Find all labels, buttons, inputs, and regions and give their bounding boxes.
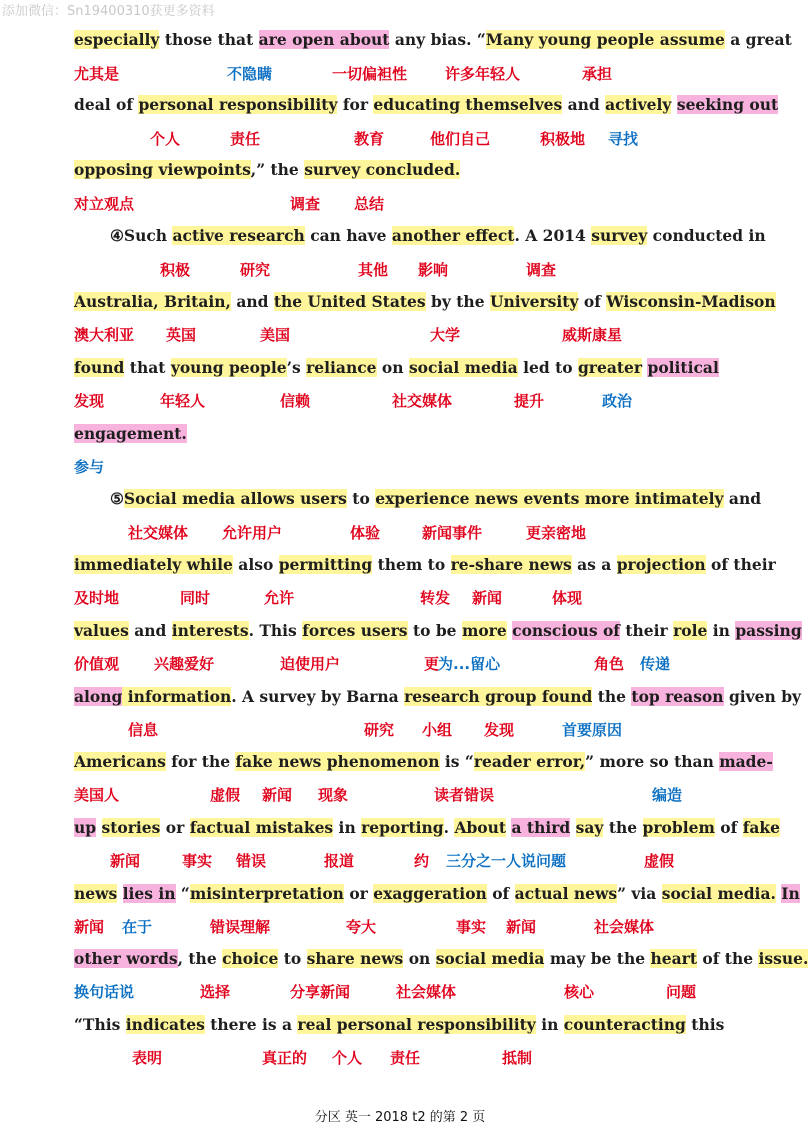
highlighted-phrase: Wisconsin-Madison [606,292,776,311]
handwritten-translation: 研究 [240,261,271,279]
chinese-annotation-line [74,981,734,1005]
highlighted-phrase: young people [170,358,287,377]
highlighted-phrase: permitting [278,555,373,574]
highlighted-phrase: heart [650,949,697,968]
english-text-line [74,157,460,183]
handwritten-translation: 尤其是 [74,65,120,83]
text-segment: . This [248,621,303,640]
text-segment: ⑤ [110,489,124,508]
handwritten-translation: 提升 [514,392,545,410]
highlighted-phrase: In [781,884,800,903]
highlighted-phrase: misinterpretation [189,884,344,903]
english-text-line [74,881,800,907]
text-segment: or [160,818,190,837]
handwritten-translation: 不隐瞒 [227,65,273,83]
text-segment: . A survey by Barna [231,687,405,706]
text-segment: in [707,621,736,640]
handwritten-translation: 其他 [358,261,389,279]
highlighted-phrase: re-share news [450,555,572,574]
highlighted-phrase: opposing viewpoints [74,160,251,179]
text-segment: there is a [204,1015,298,1034]
text-segment: on [403,949,436,968]
handwritten-translation: 表明 [132,1049,163,1067]
handwritten-translation: 社会媒体 [396,983,457,1001]
handwritten-translation: 年轻人 [160,392,206,410]
english-text-line [74,27,792,53]
highlighted-phrase: passing [735,621,802,640]
highlighted-phrase: engagement. [74,424,187,443]
highlighted-phrase: indicates [125,1015,205,1034]
handwritten-translation: 威斯康星 [562,326,623,344]
highlighted-phrase: experience news events more intimately [375,489,724,508]
handwritten-translation: 研究 [364,721,395,739]
text-segment: by the [425,292,490,311]
text-segment: a great [724,30,792,49]
text-segment: of [578,292,607,311]
highlighted-phrase: a third [511,818,571,837]
text-segment [117,884,122,903]
highlighted-phrase: Americans [74,752,166,771]
highlighted-phrase: survey concluded. [304,160,461,179]
text-segment [570,818,575,837]
handwritten-translation: 虚假 [210,786,241,804]
english-text-line [74,749,773,775]
highlighted-phrase: actual news [514,884,618,903]
page-footer: 分区 英一 2018 t2 的第 2 页 [314,1110,486,1125]
text-segment: conducted in [647,226,766,245]
text-segment: those that [159,30,259,49]
chinese-annotation-line [74,63,734,87]
english-text-line [74,289,776,315]
english-text-line [74,1012,724,1038]
handwritten-translation: 允许 [264,589,295,607]
highlighted-phrase: found [74,358,125,377]
highlighted-phrase: counteracting [563,1015,686,1034]
text-segment: deal of [74,95,139,114]
handwritten-translation: 选择 [200,983,231,1001]
handwritten-translation: 新闻 [110,852,141,870]
english-text-line [74,92,778,118]
highlighted-phrase: are open about [258,30,390,49]
handwritten-translation: 价值观 [74,655,120,673]
chinese-annotation-line [74,128,734,152]
handwritten-translation: 影响 [418,261,449,279]
english-text-line [110,486,761,512]
highlighted-phrase: greater [577,358,643,377]
handwritten-translation: 美国 [260,326,291,344]
text-segment: the [592,687,632,706]
text-segment: and [562,95,606,114]
highlighted-phrase: values [74,621,129,640]
highlighted-phrase: personal responsibility [138,95,338,114]
highlighted-phrase: reporting [361,818,444,837]
text-segment: to [278,949,307,968]
text-segment: “ [175,884,190,903]
text-segment: or [343,884,374,903]
handwritten-translation: 新闻 [472,589,503,607]
highlighted-phrase: survey [591,226,648,245]
text-segment: can have [304,226,392,245]
text-segment: led to [517,358,578,377]
handwritten-translation: 承担 [582,65,613,83]
handwritten-translation: 发现 [484,721,515,739]
handwritten-translation: 社会媒体 [594,918,655,936]
highlighted-phrase: problem [642,818,715,837]
highlighted-phrase: especially [74,30,160,49]
handwritten-translation: 为...留心 [438,655,501,673]
handwritten-translation: 责任 [230,130,261,148]
handwritten-translation: 发现 [74,392,105,410]
handwritten-translation: 首要原因 [562,721,623,739]
handwritten-translation: 错误 [236,852,267,870]
text-segment: “This [74,1015,126,1034]
highlighted-phrase: along [74,687,123,706]
handwritten-translation: 寻找 [608,130,639,148]
highlighted-phrase: Many young people assume [485,30,725,49]
english-text-line [74,421,187,447]
handwritten-translation: 他们自己 [430,130,491,148]
highlighted-phrase: interests [171,621,249,640]
text-segment [96,818,101,837]
handwritten-translation: 现象 [318,786,349,804]
highlighted-phrase: Social media allows users [123,489,347,508]
handwritten-translation: 一切偏袒性 [332,65,408,83]
english-text-line [74,946,808,972]
handwritten-translation: 个人 [332,1049,363,1067]
handwritten-translation: 报道 [324,852,355,870]
highlighted-phrase: real personal responsibility [297,1015,536,1034]
chinese-annotation-line [74,916,734,940]
text-segment: , the [177,949,223,968]
text-segment: in [333,818,362,837]
highlighted-phrase: educating themselves [373,95,563,114]
highlighted-phrase: share news [306,949,404,968]
handwritten-translation: 在于 [122,918,153,936]
text-segment: for [337,95,374,114]
highlighted-phrase: social media [408,358,518,377]
handwritten-translation: 抵制 [502,1049,533,1067]
handwritten-translation: 积极 [160,261,191,279]
handwritten-translation: 总结 [354,195,385,213]
handwritten-translation: 社交媒体 [128,524,189,542]
handwritten-translation: 错误理解 [210,918,271,936]
chinese-annotation-line [74,522,734,546]
text-segment: is “ [439,752,474,771]
text-segment: and [128,621,172,640]
text-segment: that [124,358,171,377]
text-segment: in [535,1015,564,1034]
text-segment: of [714,818,743,837]
chinese-annotation-line [74,259,734,283]
handwritten-translation: 更亲密地 [526,524,587,542]
text-segment: ” more so than [585,752,720,771]
highlighted-phrase: information [122,687,232,706]
handwritten-translation: 小组 [422,721,453,739]
text-segment: of [486,884,515,903]
handwritten-translation: 约 [414,852,430,870]
handwritten-translation: 三分之一人说问题 [446,852,567,870]
highlighted-phrase: factual mistakes [189,818,334,837]
highlighted-phrase: social media [435,949,545,968]
handwritten-translation: 参与 [74,458,105,476]
handwritten-translation: 责任 [390,1049,421,1067]
text-segment: and [723,489,762,508]
highlighted-phrase: issue. [758,949,808,968]
highlighted-phrase: conscious of [512,621,620,640]
handwritten-translation: 新闻 [74,918,105,936]
highlighted-phrase: social media. [661,884,776,903]
chinese-annotation-line [74,784,734,808]
text-segment: their [619,621,674,640]
handwritten-translation: 调查 [290,195,321,213]
text-segment: them to [372,555,451,574]
highlighted-phrase: other words [74,949,178,968]
handwritten-translation: 事实 [456,918,487,936]
english-text-line [74,552,776,578]
handwritten-translation: 读者错误 [434,786,495,804]
text-segment: any bias. “ [389,30,486,49]
english-text-line [74,618,802,644]
chinese-annotation-line [74,324,734,348]
text-segment: this [685,1015,725,1034]
handwritten-translation: 兴趣爱好 [154,655,215,673]
handwritten-translation: 转发 [420,589,451,607]
highlighted-phrase: active research [172,226,305,245]
handwritten-translation: 及时地 [74,589,120,607]
handwritten-translation: 迫使用户 [280,655,341,673]
highlighted-phrase: reader error, [473,752,586,771]
highlighted-phrase: University [489,292,579,311]
handwritten-translation: 体现 [552,589,583,607]
chinese-annotation-line [74,719,734,743]
handwritten-translation: 调查 [526,261,557,279]
text-segment: to be [407,621,462,640]
highlighted-phrase: immediately while [74,555,233,574]
highlighted-phrase: news [74,884,118,903]
handwritten-translation: 新闻 [506,918,537,936]
highlighted-phrase: role [673,621,708,640]
highlighted-phrase: Australia, Britain, [74,292,231,311]
highlighted-phrase: actively [605,95,672,114]
highlighted-phrase: reliance [306,358,377,377]
text-segment: the [603,818,643,837]
chinese-annotation-line [74,390,734,414]
handwritten-translation: 积极地 [540,130,586,148]
text-segment: of the [696,949,759,968]
handwritten-translation: 新闻事件 [422,524,483,542]
highlighted-phrase: seeking out [676,95,779,114]
text-segment: given by [723,687,802,706]
handwritten-translation: 对立观点 [74,195,135,213]
handwritten-translation: 信息 [128,721,159,739]
highlighted-phrase: top reason [631,687,724,706]
text-segment: may be the [544,949,651,968]
handwritten-translation: 信赖 [280,392,311,410]
highlighted-phrase: exaggeration [373,884,487,903]
handwritten-translation: 允许用户 [222,524,283,542]
handwritten-translation: 英国 [166,326,197,344]
highlighted-phrase: lies in [122,884,176,903]
highlighted-phrase: say [575,818,604,837]
text-segment: to [346,489,376,508]
highlighted-phrase: fake [742,818,780,837]
handwritten-translation: 体验 [350,524,381,542]
handwritten-translation: 夸大 [346,918,377,936]
highlighted-phrase: the United States [273,292,426,311]
english-text-line [74,355,719,381]
handwritten-translation: 分享新闻 [290,983,351,1001]
text-segment: . A 2014 [514,226,592,245]
chinese-annotation-line [74,193,734,217]
text-segment: as a [571,555,617,574]
handwritten-translation: 同时 [180,589,211,607]
english-text-line [110,223,766,249]
text-segment: . [443,818,455,837]
chinese-annotation-line [74,1047,734,1071]
text-segment: also [232,555,279,574]
chinese-annotation-line [74,456,734,480]
handwritten-translation: 角色 [594,655,625,673]
highlighted-phrase: made- [719,752,773,771]
chinese-annotation-line [74,653,734,677]
highlighted-phrase: another effect [391,226,515,245]
english-text-line [74,815,780,841]
highlighted-phrase: stories [101,818,161,837]
handwritten-translation: 新闻 [262,786,293,804]
highlighted-phrase: research group found [404,687,593,706]
handwritten-translation: 教育 [354,130,385,148]
handwritten-translation: 美国人 [74,786,120,804]
text-segment: and [230,292,274,311]
highlighted-phrase: up [74,818,97,837]
handwritten-translation: 核心 [564,983,595,1001]
handwritten-translation: 编造 [652,786,683,804]
text-segment: ,” the [250,160,305,179]
handwritten-translation: 真正的 [262,1049,308,1067]
handwritten-translation: 更 [424,655,440,673]
highlighted-phrase: more [461,621,507,640]
handwritten-translation: 社交媒体 [392,392,453,410]
handwritten-translation: 传递 [640,655,671,673]
text-segment: on [376,358,409,377]
handwritten-translation: 澳大利亚 [74,326,135,344]
handwritten-translation: 大学 [430,326,461,344]
handwritten-translation: 许多年轻人 [445,65,521,83]
text-segment: ’s [286,358,307,377]
chinese-annotation-line [74,850,734,874]
handwritten-translation: 问题 [666,983,697,1001]
handwritten-translation: 虚假 [644,852,675,870]
text-segment: ” via [617,884,662,903]
text-segment: of their [705,555,776,574]
handwritten-translation: 政治 [602,392,633,410]
english-text-line [74,684,801,710]
watermark: 添加微信：Sn19400310获更多资料 [2,4,215,19]
handwritten-translation: 事实 [182,852,213,870]
highlighted-phrase: political [647,358,719,377]
text-segment: ④Such [110,226,173,245]
highlighted-phrase: projection [616,555,706,574]
highlighted-phrase: choice [222,949,279,968]
chinese-annotation-line [74,587,734,611]
highlighted-phrase: fake news phenomenon [235,752,440,771]
handwritten-translation: 换句话说 [74,983,135,1001]
highlighted-phrase: About [454,818,507,837]
handwritten-translation: 个人 [150,130,181,148]
highlighted-phrase: forces users [302,621,408,640]
text-segment: for the [165,752,236,771]
